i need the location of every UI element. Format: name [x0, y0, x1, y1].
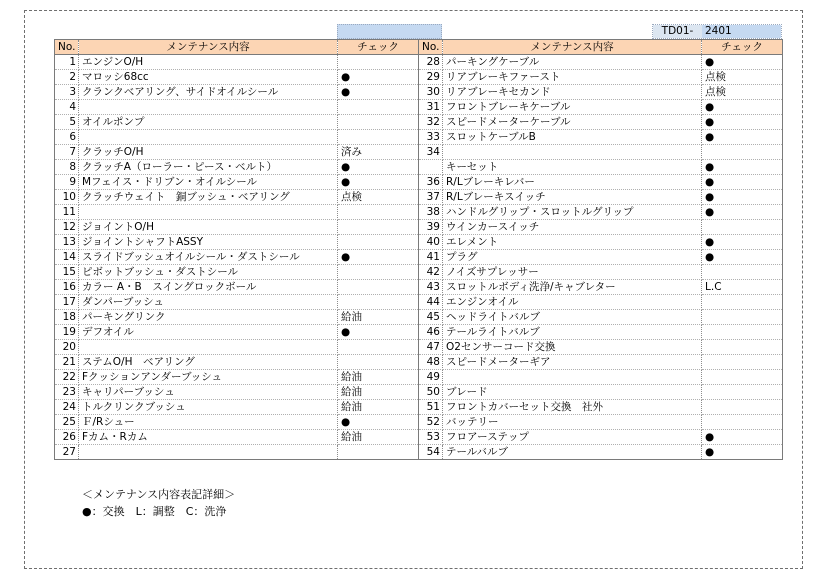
row-number: 27 — [55, 445, 79, 460]
check-mark: 給油 — [338, 400, 419, 415]
maintenance-item — [79, 340, 338, 355]
check-mark — [702, 400, 783, 415]
table-row — [55, 325, 419, 340]
table-row — [55, 190, 419, 205]
check-mark — [338, 280, 419, 295]
table-row — [55, 265, 419, 280]
table-row — [419, 70, 783, 85]
check-mark: 点検 — [702, 70, 783, 85]
check-mark — [702, 310, 783, 325]
check-mark — [338, 340, 419, 355]
maintenance-item: クラッチウェイト 銅ブッシュ・ベアリング — [79, 190, 338, 205]
check-mark — [338, 130, 419, 145]
legend-detail: ●：交換 L：調整 C：洗浄 — [82, 505, 227, 518]
table-row — [419, 160, 783, 175]
row-number: 7 — [55, 145, 79, 160]
table-row — [55, 70, 419, 85]
check-mark — [338, 235, 419, 250]
table-row — [55, 415, 419, 430]
row-number: 48 — [419, 355, 443, 370]
table-row — [419, 355, 783, 370]
check-mark: 点検 — [338, 190, 419, 205]
table-row — [55, 145, 419, 160]
maintenance-item: ピボットブッシュ・ダストシール — [79, 265, 338, 280]
table-row — [419, 295, 783, 310]
row-number: 19 — [55, 325, 79, 340]
row-number: 50 — [419, 385, 443, 400]
row-number: 43 — [419, 280, 443, 295]
row-number: 9 — [55, 175, 79, 190]
check-mark: ● — [338, 325, 419, 340]
row-number: 29 — [419, 70, 443, 85]
maintenance-item: キーセット — [443, 160, 702, 175]
maintenance-item: Fクッションアンダーブッシュ — [79, 370, 338, 385]
maintenance-item — [443, 145, 702, 160]
maintenance-item: スピードメーターケーブル — [443, 115, 702, 130]
check-mark — [702, 220, 783, 235]
check-mark — [702, 415, 783, 430]
table-row — [55, 220, 419, 235]
table-row — [419, 205, 783, 220]
row-number: 5 — [55, 115, 79, 130]
table-row — [55, 295, 419, 310]
check-mark — [338, 220, 419, 235]
check-mark — [702, 340, 783, 355]
maintenance-item: フロントブレーキケーブル — [443, 100, 702, 115]
maintenance-item: R/Lブレーキレバー — [443, 175, 702, 190]
row-number: 32 — [419, 115, 443, 130]
row-number: 49 — [419, 370, 443, 385]
maintenance-table-left — [54, 39, 419, 460]
maintenance-item: クラッチO/H — [79, 145, 338, 160]
check-mark — [338, 115, 419, 130]
maintenance-item: エレメント — [443, 235, 702, 250]
table-row — [55, 100, 419, 115]
table-row — [419, 370, 783, 385]
maintenance-item: マロッシ68cc — [79, 70, 338, 85]
table-row — [419, 385, 783, 400]
left-check-header-cell — [337, 24, 442, 39]
table-row — [55, 55, 419, 70]
table-row — [55, 130, 419, 145]
maintenance-item: トルクリンクブッシュ — [79, 400, 338, 415]
check-mark: 点検 — [702, 85, 783, 100]
row-number: 39 — [419, 220, 443, 235]
table-row — [55, 280, 419, 295]
maintenance-item: エンジンO/H — [79, 55, 338, 70]
row-number: 2 — [55, 70, 79, 85]
table-row — [419, 445, 783, 460]
row-number: 1 — [55, 55, 79, 70]
maintenance-item: ジョイントO/H — [79, 220, 338, 235]
table-row — [55, 85, 419, 100]
maintenance-item — [79, 130, 338, 145]
row-number: 40 — [419, 235, 443, 250]
row-number: 4 — [55, 100, 79, 115]
no-header: No. — [419, 40, 443, 55]
row-number: 26 — [55, 430, 79, 445]
check-mark: ● — [702, 235, 783, 250]
row-number: 30 — [419, 85, 443, 100]
row-number: 38 — [419, 205, 443, 220]
check-mark — [338, 445, 419, 460]
row-number: 47 — [419, 340, 443, 355]
check-mark: 給油 — [338, 310, 419, 325]
table-row — [55, 175, 419, 190]
row-number: 37 — [419, 190, 443, 205]
table-row — [55, 310, 419, 325]
row-number: 20 — [55, 340, 79, 355]
check-mark — [702, 385, 783, 400]
maintenance-item — [79, 445, 338, 460]
maintenance-item: ダンパーブッシュ — [79, 295, 338, 310]
maintenance-item — [79, 205, 338, 220]
row-number: 42 — [419, 265, 443, 280]
table-row — [419, 115, 783, 130]
table-row — [419, 415, 783, 430]
check-mark: 給油 — [338, 385, 419, 400]
item-header: メンテナンス内容 — [443, 40, 702, 55]
document-code-prefix: TD01- — [653, 25, 702, 38]
maintenance-item: バッテリー — [443, 415, 702, 430]
row-number: 15 — [55, 265, 79, 280]
row-number: 24 — [55, 400, 79, 415]
row-number: 36 — [419, 175, 443, 190]
row-number: 21 — [55, 355, 79, 370]
maintenance-item: カラー A・B スイングロックボール — [79, 280, 338, 295]
maintenance-item: クラッチA（ローラー・ピース・ベルト） — [79, 160, 338, 175]
table-row — [55, 340, 419, 355]
maintenance-item: スロットルボディ洗浄/キャブレター — [443, 280, 702, 295]
table-row — [55, 430, 419, 445]
check-mark: ● — [338, 415, 419, 430]
check-mark — [702, 145, 783, 160]
maintenance-item: フロントカバーセット交換 社外 — [443, 400, 702, 415]
row-number: 3 — [55, 85, 79, 100]
table-row — [419, 55, 783, 70]
table-row — [55, 205, 419, 220]
check-mark: ● — [702, 190, 783, 205]
table-row — [419, 235, 783, 250]
maintenance-item: ウインカースイッチ — [443, 220, 702, 235]
table-row — [419, 265, 783, 280]
legend-title: ＜メンテナンス内容表記詳細＞ — [82, 488, 236, 501]
check-mark: ● — [702, 115, 783, 130]
row-number: 41 — [419, 250, 443, 265]
table-row — [419, 130, 783, 145]
maintenance-item: リアブレーキセカンド — [443, 85, 702, 100]
check-mark: ● — [702, 445, 783, 460]
document-code-number: 2401 — [702, 25, 781, 38]
table-row — [419, 280, 783, 295]
row-number: 51 — [419, 400, 443, 415]
maintenance-item: オイルポンプ — [79, 115, 338, 130]
row-number: 12 — [55, 220, 79, 235]
row-number: 14 — [55, 250, 79, 265]
row-number: 10 — [55, 190, 79, 205]
item-header: メンテナンス内容 — [79, 40, 338, 55]
row-number: 46 — [419, 325, 443, 340]
maintenance-item: R/Lブレーキスイッチ — [443, 190, 702, 205]
check-mark: ● — [338, 85, 419, 100]
check-mark: 給油 — [338, 430, 419, 445]
check-mark — [338, 355, 419, 370]
row-number: 18 — [55, 310, 79, 325]
row-number: 33 — [419, 130, 443, 145]
table-row — [419, 400, 783, 415]
table-row — [419, 190, 783, 205]
row-number: 54 — [419, 445, 443, 460]
maintenance-item: フロアーステップ — [443, 430, 702, 445]
maintenance-item: リアブレーキファースト — [443, 70, 702, 85]
table-row — [419, 340, 783, 355]
row-number: 16 — [55, 280, 79, 295]
maintenance-item — [443, 370, 702, 385]
row-number: 6 — [55, 130, 79, 145]
table-row — [55, 250, 419, 265]
maintenance-item: エンジンオイル — [443, 295, 702, 310]
check-mark: ● — [702, 160, 783, 175]
row-number: 25 — [55, 415, 79, 430]
maintenance-item: O2センサーコード交換 — [443, 340, 702, 355]
maintenance-table-right — [418, 39, 783, 460]
check-mark: ● — [338, 175, 419, 190]
row-number: 11 — [55, 205, 79, 220]
maintenance-item: スライドブッシュオイルシール・ダストシール — [79, 250, 338, 265]
check-header: チェック — [338, 40, 419, 55]
row-number: 45 — [419, 310, 443, 325]
check-mark — [338, 205, 419, 220]
row-number: 28 — [419, 55, 443, 70]
check-mark: 給油 — [338, 370, 419, 385]
maintenance-item: デフオイル — [79, 325, 338, 340]
maintenance-item: パーキングケーブル — [443, 55, 702, 70]
table-row — [419, 250, 783, 265]
table-row — [55, 400, 419, 415]
check-mark: ● — [702, 250, 783, 265]
row-number: 23 — [55, 385, 79, 400]
maintenance-item: Ｆ/Rシュー — [79, 415, 338, 430]
maintenance-item: ノイズサプレッサー — [443, 265, 702, 280]
row-number: 52 — [419, 415, 443, 430]
document-code — [652, 24, 782, 39]
row-number: 13 — [55, 235, 79, 250]
check-mark — [338, 55, 419, 70]
check-mark — [702, 325, 783, 340]
check-mark — [338, 100, 419, 115]
check-mark — [702, 370, 783, 385]
check-mark: ● — [702, 175, 783, 190]
maintenance-item: ハンドルグリップ・スロットルグリップ — [443, 205, 702, 220]
maintenance-item: プラグ — [443, 250, 702, 265]
row-number: 17 — [55, 295, 79, 310]
table-row — [55, 115, 419, 130]
maintenance-item: スピードメーターギア — [443, 355, 702, 370]
table-row — [55, 445, 419, 460]
maintenance-item — [79, 100, 338, 115]
row-number — [419, 160, 443, 175]
maintenance-item: パーキングリンク — [79, 310, 338, 325]
check-mark: ● — [702, 130, 783, 145]
maintenance-item: Fカム・Rカム — [79, 430, 338, 445]
row-number: 31 — [419, 100, 443, 115]
table-row — [419, 325, 783, 340]
row-number: 8 — [55, 160, 79, 175]
maintenance-item: ジョイントシャフトASSY — [79, 235, 338, 250]
maintenance-item: キャリパーブッシュ — [79, 385, 338, 400]
maintenance-item: ステムO/H ベアリング — [79, 355, 338, 370]
table-row — [419, 220, 783, 235]
check-mark — [702, 355, 783, 370]
check-mark: ● — [702, 55, 783, 70]
row-number: 44 — [419, 295, 443, 310]
check-mark — [702, 295, 783, 310]
check-mark: ● — [702, 430, 783, 445]
table-row — [419, 85, 783, 100]
maintenance-item: ヘッドライトバルブ — [443, 310, 702, 325]
table-row — [419, 100, 783, 115]
maintenance-item: テールライトバルブ — [443, 325, 702, 340]
row-number: 22 — [55, 370, 79, 385]
table-row — [55, 235, 419, 250]
row-number: 34 — [419, 145, 443, 160]
table-row — [55, 160, 419, 175]
table-row — [419, 145, 783, 160]
table-row — [419, 430, 783, 445]
table-row — [419, 175, 783, 190]
maintenance-item: スロットケーブルB — [443, 130, 702, 145]
table-row — [55, 370, 419, 385]
maintenance-item: ブレード — [443, 385, 702, 400]
check-mark — [702, 265, 783, 280]
check-mark: ● — [702, 205, 783, 220]
row-number: 53 — [419, 430, 443, 445]
check-mark: 済み — [338, 145, 419, 160]
check-mark — [338, 295, 419, 310]
table-row — [419, 310, 783, 325]
table-row — [55, 355, 419, 370]
check-mark — [338, 265, 419, 280]
table-row — [55, 385, 419, 400]
no-header: No. — [55, 40, 79, 55]
maintenance-item: テールバルブ — [443, 445, 702, 460]
check-mark: L.C — [702, 280, 783, 295]
check-mark: ● — [338, 70, 419, 85]
check-mark: ● — [338, 160, 419, 175]
maintenance-item: Mフェイス・ドリブン・オイルシール — [79, 175, 338, 190]
check-mark: ● — [702, 100, 783, 115]
check-mark: ● — [338, 250, 419, 265]
maintenance-item: クランクベアリング、サイドオイルシール — [79, 85, 338, 100]
check-header: チェック — [702, 40, 783, 55]
